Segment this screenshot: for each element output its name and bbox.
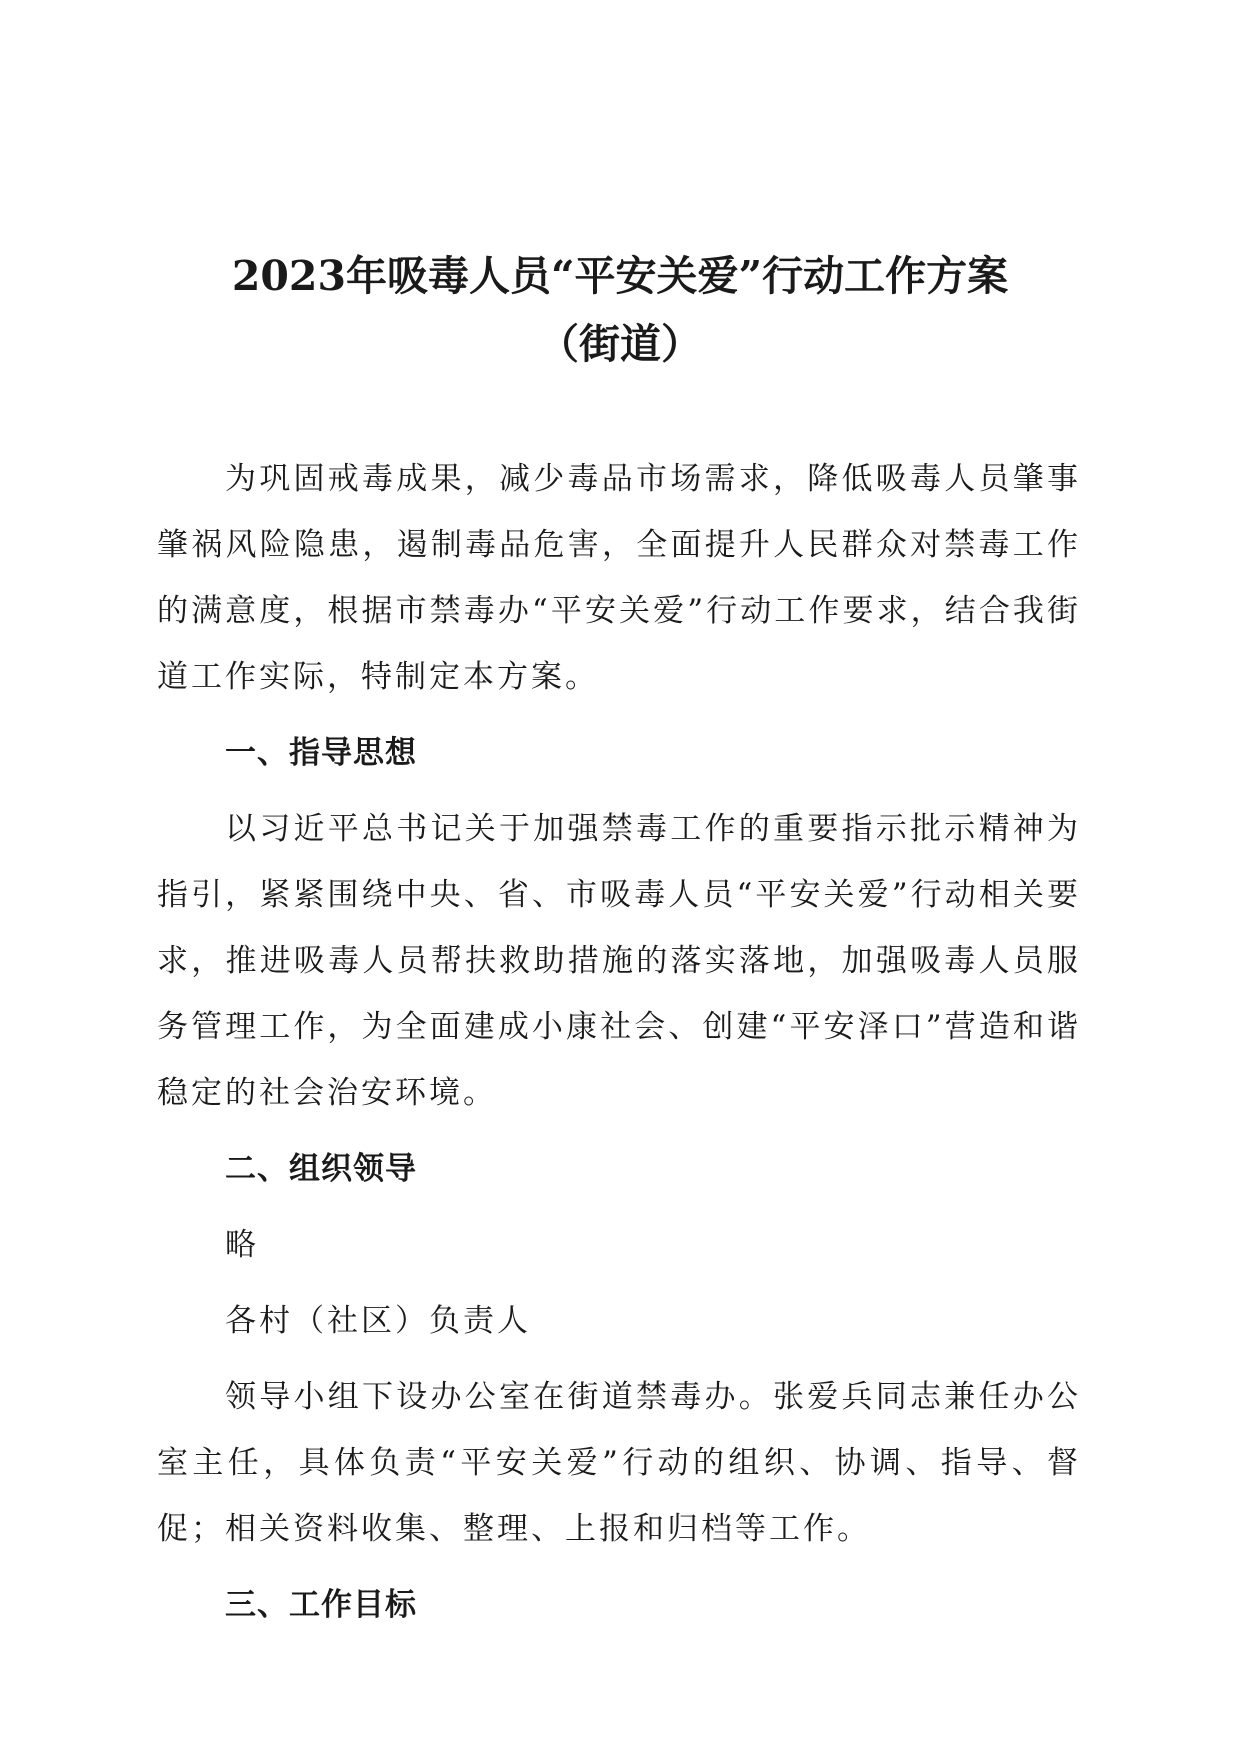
document-body bbox=[157, 446, 1081, 1638]
document-subtitle: （街道） bbox=[538, 320, 702, 368]
document-title: 2023年吸毒人员“平安关爱”行动工作方案 bbox=[231, 252, 1009, 300]
section-heading-organization: 二、组织领导 bbox=[225, 1151, 417, 1187]
guiding-ideology-paragraph: 以习近平总书记关于加强禁毒工作的重要指示批示精神为指引，紧紧围绕中央、省、市吸毒人员“平安关爱”行动相关要求，推进吸毒人员帮扶救助措施的落实落地，加强吸毒人员服务管理工作，为全面建成小康社会、创建“平安泽口”营造和谐稳定的社会治安环境。 bbox=[157, 811, 1081, 1111]
organization-line-2: 各村（社区）负责人 bbox=[225, 1303, 531, 1339]
section-heading-guiding-ideology: 一、指导思想 bbox=[225, 735, 417, 771]
organization-line-1: 略 bbox=[225, 1227, 259, 1263]
section-heading-work-goals: 三、工作目标 bbox=[225, 1587, 417, 1623]
intro-paragraph: 为巩固戒毒成果，减少毒品市场需求，降低吸毒人员肇事肇祸风险隐患，遏制毒品危害，全面提升人民群众对禁毒工作的满意度，根据市禁毒办“平安关爱”行动工作要求，结合我街道工作实际，特制定本方案。 bbox=[157, 461, 1081, 695]
organization-paragraph: 领导小组下设办公室在街道禁毒办。张爱兵同志兼任办公室主任，具体负责“平安关爱”行动的组织、协调、指导、督促；相关资料收集、整理、上报和归档等工作。 bbox=[157, 1379, 1081, 1547]
